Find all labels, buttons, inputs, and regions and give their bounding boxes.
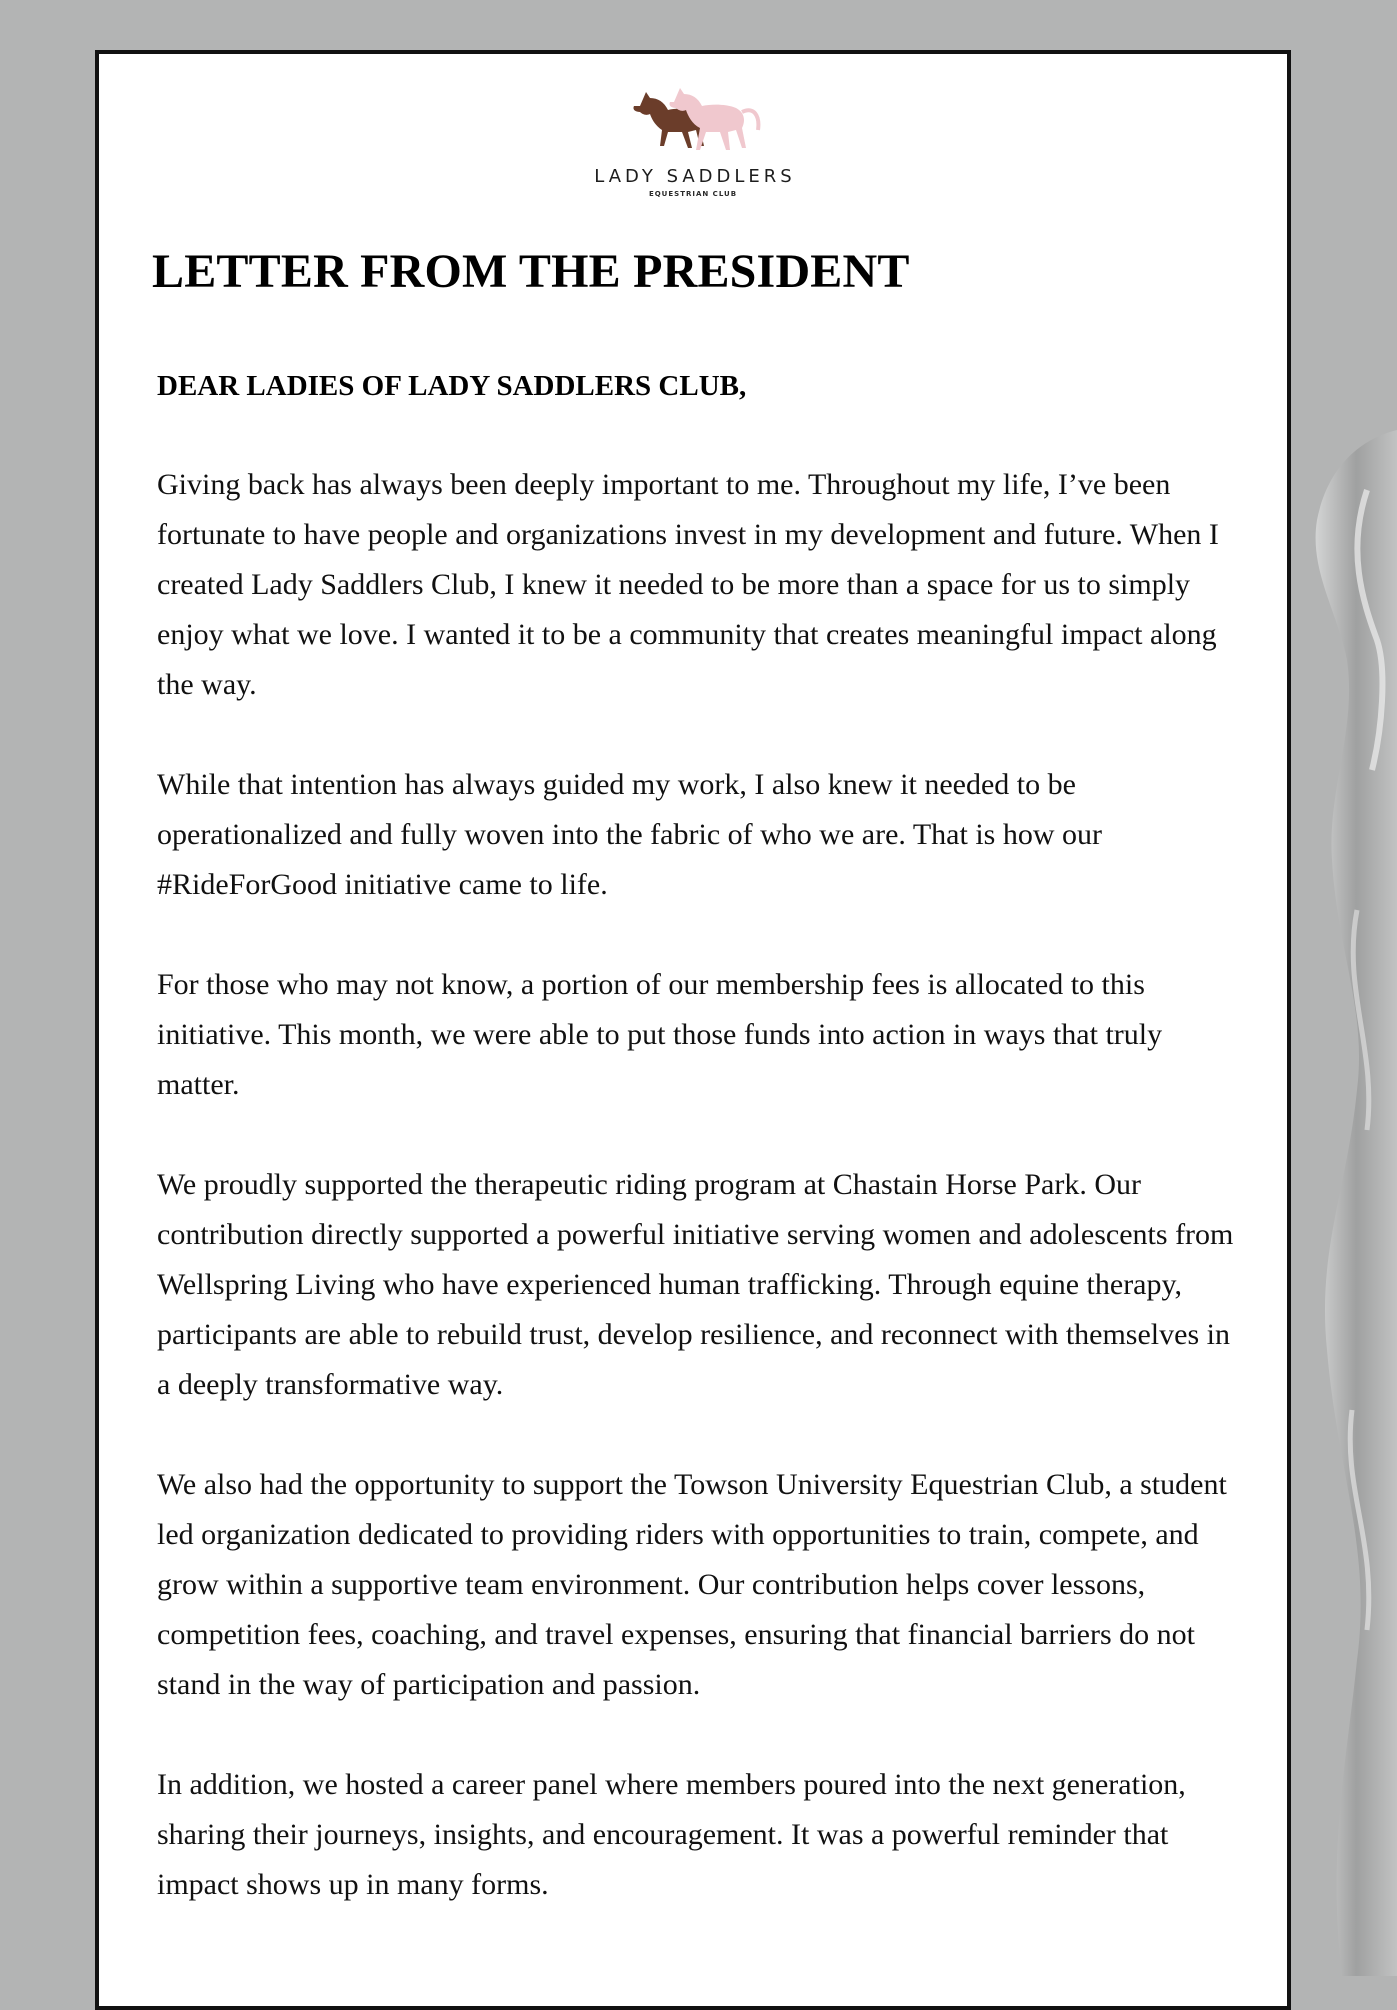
salutation: DEAR LADIES OF LADY SADDLERS CLUB,: [157, 370, 747, 402]
letter-body: [157, 460, 1247, 1960]
brand-logo: [99, 84, 1287, 198]
letter-sheet: [95, 50, 1291, 2010]
paragraph: We also had the opportunity to support the Towson University Equestrian Club, a student led organization dedicated to providing riders with opportunities to train, compete, and grow within a supportive team environment. Our contribution helps cover lessons, competition fees, coaching, and travel expenses, ensuring that financial barriers do not stand in the way of participation and passion.: [157, 1468, 1227, 1701]
paragraph: While that intention has always guided my work, I also knew it needed to be operationalized and fully woven into the fabric of who we are. That is how our #RideForGood initiative came to life.: [157, 768, 1102, 901]
paragraph: For those who may not know, a portion of our membership fees is allocated to this initiative. This month, we were able to put those funds into action in ways that truly matter.: [157, 968, 1163, 1101]
brand-subtitle: EQUESTRIAN CLUB: [648, 190, 738, 198]
horses-logo-icon: [618, 84, 768, 164]
paragraph: In addition, we hosted a career panel where members poured into the next generation, sharing their journeys, insights, and encouragement. It was a powerful reminder that impact shows up in many forms.: [157, 1768, 1186, 1901]
brand-name: LADY SADDLERS: [594, 166, 796, 187]
page-title: LETTER FROM THE PRESIDENT: [152, 245, 910, 298]
paragraph: Giving back has always been deeply important to me. Throughout my life, I’ve been fortunate to have people and organizations invest in my development and future. When I created Lady Saddlers Club, I knew it needed to be more than a space for us to simply enjoy what we love. I wanted it to be a community that creates meaningful impact along the way.: [157, 468, 1219, 701]
paragraph: We proudly supported the therapeutic riding program at Chastain Horse Park. Our contribution directly supported a powerful initiative serving women and adolescents from Wellspring Living who have experienced human trafficking. Through equine therapy, participants are able to rebuild trust, develop resilience, and reconnect with themselves in a deeply transformative way.: [157, 1168, 1234, 1401]
background-horse-image: [1287, 430, 1397, 1976]
